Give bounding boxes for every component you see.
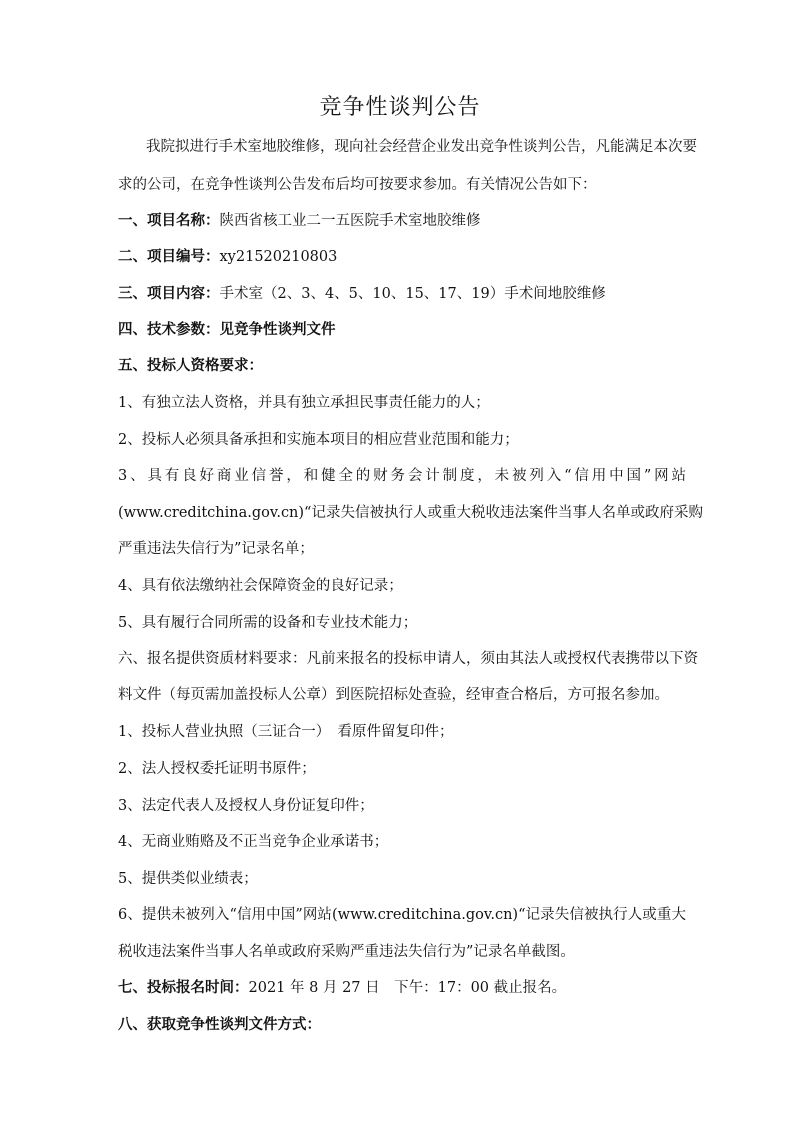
material-2: 2、法人授权委托证明书原件； (118, 761, 316, 777)
material-3: 3、法定代表人及授权人身份证复印件； (118, 798, 374, 814)
project-number-value: xy21520210803 (219, 249, 338, 265)
project-name-label: 一、项目名称： (118, 212, 220, 229)
material-5: 5、提供类似业绩表； (118, 871, 258, 887)
qualification-heading: 五、投标人资格要求： (118, 357, 263, 374)
material-1: 1、投标人营业执照（三证合一） 看原件留复印件； (118, 724, 454, 740)
project-name-value: 陕西省核工业二一五医院手术室地胶维修 (219, 213, 481, 229)
project-content (118, 283, 686, 305)
project-content-value: 手术室（2、3、4、5、10、15、17、19）手术间地胶维修 (219, 286, 606, 302)
qualification-req-4: 4、具有依法缴纳社会保障资金的良好记录； (118, 578, 403, 594)
qualification-req-3-line-3: 严重违法失信行为”记录名单； (118, 541, 314, 557)
material-6-line-2: 税收违法案件当事人名单或政府采购严重违法失信行为”记录名单截图。 (118, 944, 575, 960)
materials-heading-line-2: 料文件（每页需加盖投标人公章）到医院招标处查验，经审查合格后，方可报名参加。 (118, 687, 669, 703)
qualification-req-2: 2、投标人必须具备承担和实施本项目的相应营业范围和能力； (118, 432, 519, 448)
qualification-req-5: 5、具有履行合同所需的设备和专业技术能力； (118, 615, 418, 631)
material-6-line-1: 6、提供未被列入“信用中国”网站(www.creditchina.gov.cn)“记录失信被执行人或重大 (118, 907, 686, 923)
intro-line-1: 我院拟进行手术室地胶维修，现向社会经营企业发出竞争性谈判公告，凡能满足本次要 (146, 139, 697, 155)
registration-time (118, 977, 686, 999)
material-4: 4、无商业贿赂及不正当竞争企业承诺书； (118, 834, 389, 850)
technical-parameters: 四、技术参数：见竞争性谈判文件 (118, 321, 336, 338)
qualification-req-3-line-1: 3、具有良好商业信誉，和健全的财务会计制度，未被列入“信用中国”网站 (118, 468, 686, 484)
registration-time-label: 七、投标报名时间： (118, 979, 249, 996)
project-name (118, 210, 686, 232)
intro-line-2: 求的公司，在竞争性谈判公告发布后均可按要求参加。有关情况公告如下： (118, 177, 597, 193)
qualification-req-1: 1、有独立法人资格，并具有独立承担民事责任能力的人； (118, 395, 490, 411)
project-content-label: 三、项目内容： (118, 285, 220, 302)
document-title: 竞争性谈判公告 (319, 95, 481, 120)
qualification-req-3-line-2: (www.creditchina.gov.cn)“记录失信被执行人或重大税收违法案件当事人名单或政府采购 (118, 505, 703, 521)
project-number-label: 二、项目编号： (118, 248, 220, 265)
materials-heading-line-1: 六、报名提供资质材料要求：凡前来报名的投标申请人，须由其法人或授权代表携带以下资 (118, 651, 698, 667)
project-number (118, 246, 686, 268)
registration-time-value: 2021 年 8 月 27 日 下午：17：00 截止报名。 (248, 980, 567, 996)
obtain-documents-heading: 八、获取竞争性谈判文件方式： (118, 1016, 321, 1033)
